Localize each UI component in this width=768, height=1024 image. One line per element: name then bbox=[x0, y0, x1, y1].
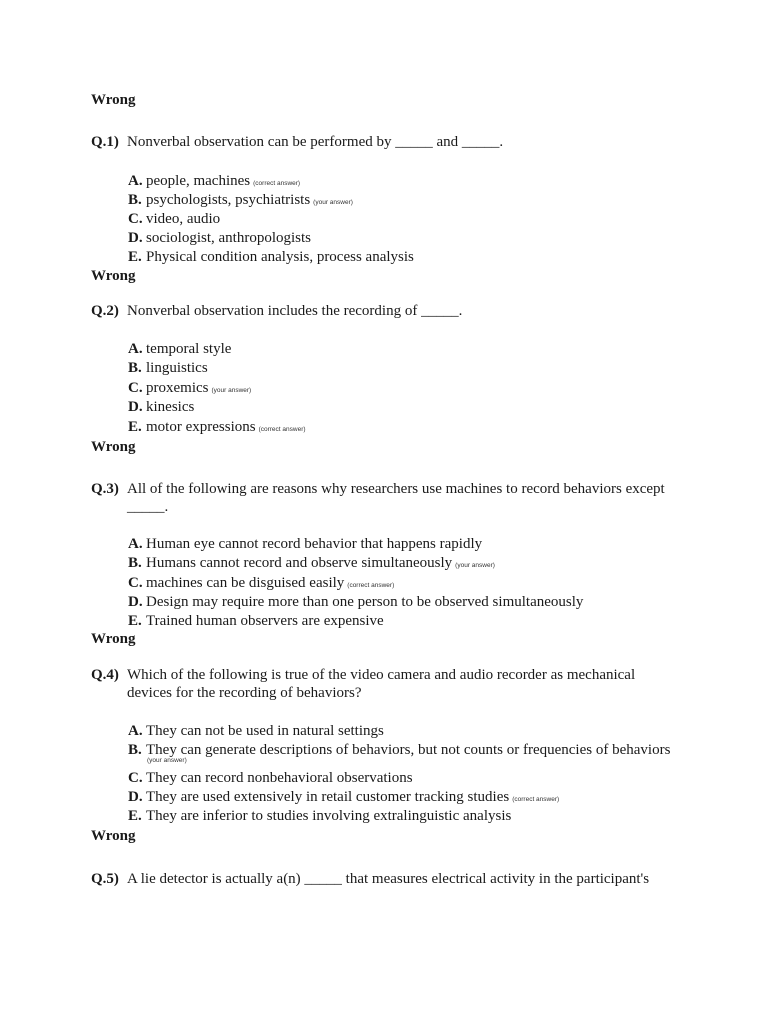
question-2 bbox=[91, 302, 691, 320]
option-letter: D. bbox=[128, 789, 143, 805]
option-text: temporal style bbox=[146, 341, 232, 357]
option-a bbox=[128, 535, 688, 553]
option-letter: C. bbox=[128, 770, 143, 786]
option-text: kinesics bbox=[146, 399, 195, 415]
option-c bbox=[128, 379, 688, 400]
option-text: machines can be disguised easily bbox=[146, 575, 345, 591]
option-letter: C. bbox=[128, 380, 143, 396]
your-answer-tag: (your answer) bbox=[313, 199, 353, 206]
result-status: Wrong bbox=[91, 268, 136, 284]
result-status: Wrong bbox=[91, 439, 136, 455]
option-text: They are used extensively in retail customer tracking studies bbox=[146, 789, 510, 805]
option-letter: D. bbox=[128, 399, 143, 415]
option-letter: C. bbox=[128, 211, 143, 227]
question-number: Q.5) bbox=[91, 871, 119, 887]
option-text: They are inferior to studies involving extralinguistic analysis bbox=[146, 808, 512, 824]
result-status: Wrong bbox=[91, 828, 136, 844]
option-text: Physical condition analysis, process analysis bbox=[146, 249, 414, 265]
option-a bbox=[128, 340, 688, 358]
option-letter: E. bbox=[128, 419, 142, 435]
option-a bbox=[128, 722, 688, 740]
your-answer-tag: (your answer) bbox=[211, 387, 252, 394]
option-text: They can generate descriptions of behaviors, but not counts or frequencies of behaviors bbox=[146, 742, 671, 758]
question-text: Nonverbal observation includes the recording of _____. bbox=[127, 303, 463, 319]
option-a bbox=[128, 172, 688, 193]
option-text: They can record nonbehavioral observations bbox=[146, 770, 413, 786]
option-c bbox=[128, 769, 688, 787]
option-text: Design may require more than one person to be observed simultaneously bbox=[146, 594, 584, 610]
option-b bbox=[128, 741, 688, 759]
question-text-line: _____. bbox=[127, 499, 169, 515]
option-e bbox=[128, 418, 688, 439]
option-e bbox=[128, 248, 688, 266]
question-3 bbox=[91, 480, 691, 516]
option-e bbox=[128, 807, 688, 825]
option-c bbox=[128, 574, 688, 595]
option-e bbox=[128, 612, 688, 630]
option-text: people, machines bbox=[146, 173, 251, 189]
option-letter: B. bbox=[128, 742, 142, 758]
result-status: Wrong bbox=[91, 631, 136, 647]
option-letter: B. bbox=[128, 555, 142, 571]
option-text: Humans cannot record and observe simultaneously bbox=[146, 555, 453, 571]
question-number: Q.4) bbox=[91, 667, 119, 683]
question-text-line: devices for the recording of behaviors? bbox=[127, 685, 362, 701]
question-text-line: All of the following are reasons why researchers use machines to record behaviors except bbox=[127, 481, 665, 497]
option-letter: D. bbox=[128, 230, 143, 246]
your-answer-tag: (your answer) bbox=[147, 757, 187, 764]
option-letter: E. bbox=[128, 613, 142, 629]
option-text: video, audio bbox=[146, 211, 221, 227]
question-number: Q.2) bbox=[91, 303, 119, 319]
option-c bbox=[128, 210, 688, 228]
option-text: psychologists, psychiatrists bbox=[146, 192, 311, 208]
option-letter: E. bbox=[128, 808, 142, 824]
option-text: Trained human observers are expensive bbox=[146, 613, 384, 629]
option-b bbox=[128, 554, 688, 575]
question-number: Q.3) bbox=[91, 481, 119, 497]
question-1 bbox=[91, 133, 691, 151]
option-letter: A. bbox=[128, 723, 143, 739]
question-text bbox=[127, 480, 691, 516]
option-letter: E. bbox=[128, 249, 142, 265]
question-text bbox=[127, 666, 691, 702]
option-text: motor expressions bbox=[146, 419, 256, 435]
option-b bbox=[128, 359, 688, 377]
option-d bbox=[128, 398, 688, 416]
question-text: A lie detector is actually a(n) _____ that measures electrical activity in the participant's bbox=[127, 871, 650, 887]
option-text: linguistics bbox=[146, 360, 208, 376]
option-d bbox=[128, 229, 688, 247]
option-d bbox=[128, 593, 688, 611]
option-text: sociologist, anthropologists bbox=[146, 230, 311, 246]
option-b bbox=[128, 191, 688, 212]
correct-answer-tag: (correct answer) bbox=[253, 180, 301, 187]
your-answer-tag: (your answer) bbox=[455, 562, 495, 569]
question-text-line: Which of the following is true of the video camera and audio recorder as mechanical bbox=[127, 667, 636, 683]
correct-answer-tag: (correct answer) bbox=[347, 582, 395, 589]
result-status: Wrong bbox=[91, 92, 136, 108]
correct-answer-tag: (correct answer) bbox=[258, 426, 306, 433]
option-text: Human eye cannot record behavior that happens rapidly bbox=[146, 536, 483, 552]
option-letter: A. bbox=[128, 341, 143, 357]
option-letter: A. bbox=[128, 536, 143, 552]
option-letter: B. bbox=[128, 360, 142, 376]
option-text: They can not be used in natural settings bbox=[146, 723, 384, 739]
option-letter: B. bbox=[128, 192, 142, 208]
option-d bbox=[128, 788, 688, 809]
option-letter: A. bbox=[128, 173, 143, 189]
question-text: Nonverbal observation can be performed by _____ and _____. bbox=[127, 134, 504, 150]
question-4 bbox=[91, 666, 691, 702]
option-letter: D. bbox=[128, 594, 143, 610]
question-number: Q.1) bbox=[91, 134, 119, 150]
option-letter: C. bbox=[128, 575, 143, 591]
question-5 bbox=[91, 870, 691, 888]
correct-answer-tag: (correct answer) bbox=[512, 796, 560, 803]
option-text: proxemics bbox=[146, 380, 209, 396]
